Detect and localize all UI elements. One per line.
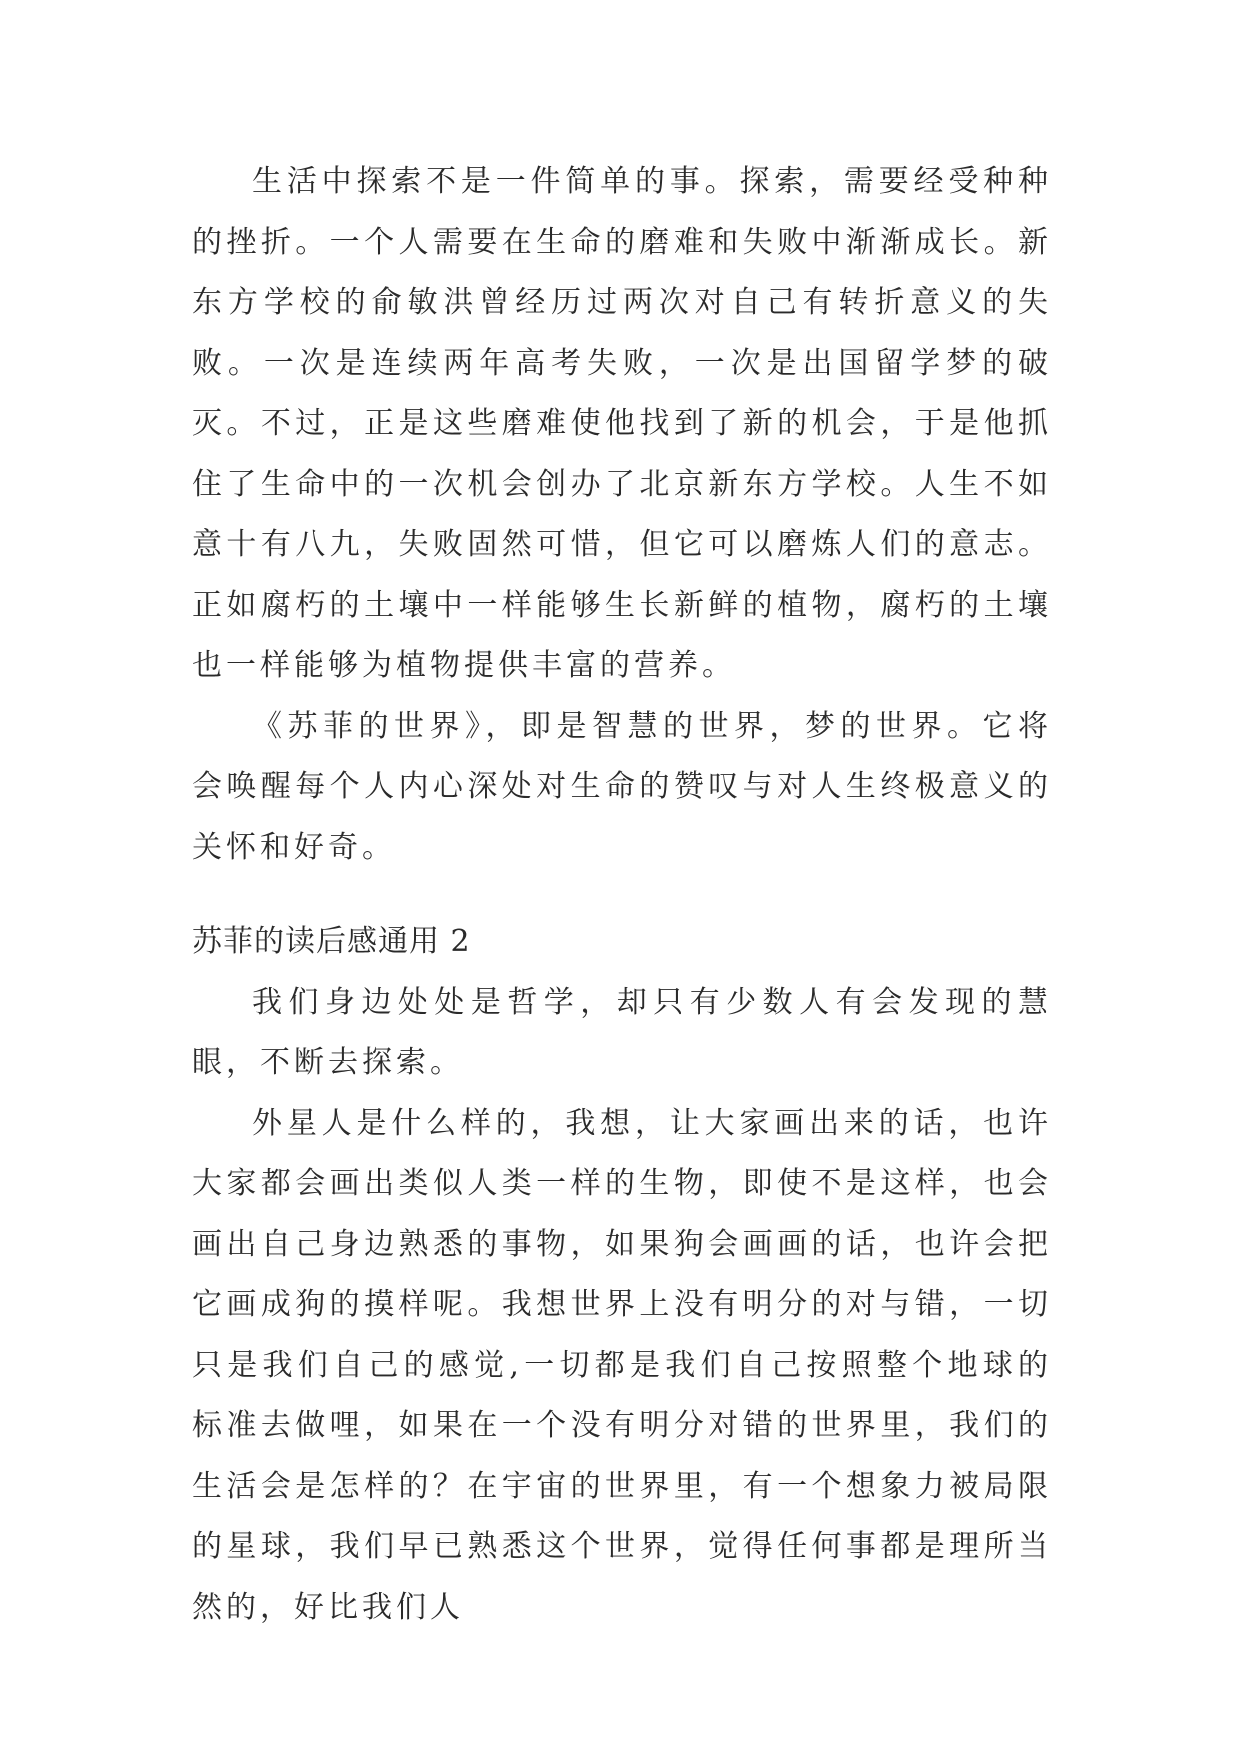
paragraph: 我们身边处处是哲学，却只有少数人有会发现的慧眼，不断去探索。 <box>192 984 1052 1080</box>
section-2-body <box>192 912 1052 1638</box>
section-heading: 苏菲的读后感通用 2 <box>192 924 471 959</box>
paragraph: 《苏菲的世界》，即是智慧的世界，梦的世界。它将会唤醒每个人内心深处对生命的赞叹与对人生终极意义的关怀和好奇。 <box>192 708 1052 865</box>
paragraph: 生活中探索不是一件简单的事。探索，需要经受种种的挫折。一个人需要在生命的磨难和失败中渐渐成长。新东方学校的俞敏洪曾经历过两次对自己有转折意义的失败。一次是连续两年高考失败，一次是出国留学梦的破灭。不过，正是这些磨难使他找到了新的机会，于是他抓住了生命中的一次机会创办了北京新东方学校。人生不如意十有八九，失败固然可惜，但它可以磨炼人们的意志。正如腐朽的土壤中一样能够生长新鲜的植物，腐朽的土壤也一样能够为植物提供丰富的营养。 <box>192 164 1052 683</box>
paragraph: 外星人是什么样的，我想，让大家画出来的话，也许大家都会画出类似人类一样的生物，即使不是这样，也会画出自己身边熟悉的事物，如果狗会画画的话，也许会把它画成狗的摸样呢。我想世界上没有明分的对与错，一切只是我们自己的感觉,一切都是我们自己按照整个地球的标准去做哩，如果在一个没有明分对错的世界里，我们的生活会是怎样的？在宇宙的世界里，有一个想象力被局限的星球，我们早已熟悉这个世界，觉得任何事都是理所当然的，好比我们人 <box>192 1105 1052 1625</box>
section-1-body <box>192 152 1052 878</box>
